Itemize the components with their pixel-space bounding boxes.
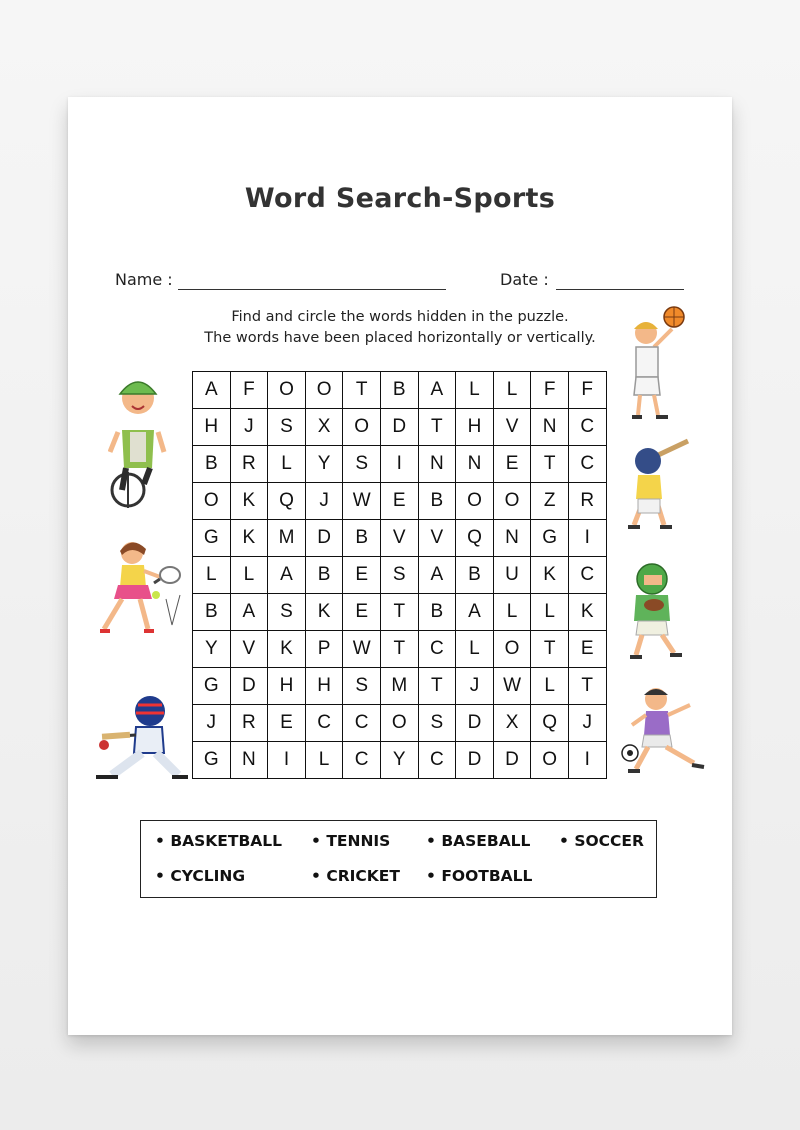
grid-row (193, 631, 607, 668)
date-label: Date : (500, 270, 549, 289)
grid-cell[interactable]: B (193, 594, 231, 631)
grid-cell[interactable]: L (493, 594, 531, 631)
grid-cell[interactable]: B (305, 557, 343, 594)
grid-cell[interactable]: G (193, 742, 231, 779)
grid-cell[interactable]: S (268, 409, 306, 446)
grid-row (193, 409, 607, 446)
grid-cell[interactable]: C (568, 409, 606, 446)
grid-row (193, 668, 607, 705)
grid-cell[interactable]: O (193, 483, 231, 520)
grid-cell[interactable]: W (343, 631, 381, 668)
grid-cell[interactable]: N (531, 409, 569, 446)
word-item: • CYCLING (155, 867, 245, 885)
grid-cell[interactable]: G (193, 668, 231, 705)
word-list-box (140, 820, 657, 898)
word-item: • FOOTBALL (426, 867, 532, 885)
grid-cell[interactable]: D (230, 668, 268, 705)
grid-cell[interactable]: S (268, 594, 306, 631)
date-line (556, 289, 684, 290)
grid-cell[interactable]: Y (305, 446, 343, 483)
grid-cell[interactable]: L (531, 594, 569, 631)
grid-cell[interactable]: E (568, 631, 606, 668)
word-item: • BASKETBALL (155, 832, 282, 850)
grid-cell[interactable]: E (343, 594, 381, 631)
grid-cell[interactable]: D (456, 742, 494, 779)
grid-cell[interactable]: F (230, 372, 268, 409)
grid-cell[interactable]: J (193, 705, 231, 742)
grid-row (193, 446, 607, 483)
instruction-line: Find and circle the words hidden in the puzzle. (231, 309, 569, 325)
grid-cell[interactable]: O (493, 483, 531, 520)
grid-cell[interactable]: O (531, 742, 569, 779)
grid-cell[interactable]: O (456, 483, 494, 520)
grid-cell[interactable]: B (456, 557, 494, 594)
grid-cell[interactable]: S (418, 705, 456, 742)
grid-cell[interactable]: B (418, 594, 456, 631)
grid-cell[interactable]: A (418, 557, 456, 594)
grid-cell[interactable]: C (305, 705, 343, 742)
grid-cell[interactable]: Q (268, 483, 306, 520)
grid-cell[interactable]: G (193, 520, 231, 557)
grid-cell[interactable]: L (456, 631, 494, 668)
grid-cell[interactable]: O (380, 705, 418, 742)
grid-cell[interactable]: K (230, 483, 268, 520)
grid-cell[interactable]: V (230, 631, 268, 668)
grid-cell[interactable]: T (568, 668, 606, 705)
grid-row (193, 520, 607, 557)
grid-cell[interactable]: L (456, 372, 494, 409)
grid-cell[interactable]: T (418, 409, 456, 446)
grid-cell[interactable]: N (418, 446, 456, 483)
grid-cell[interactable]: H (305, 668, 343, 705)
grid-cell[interactable]: I (568, 742, 606, 779)
word-search-grid (192, 371, 607, 779)
grid-cell[interactable]: E (493, 446, 531, 483)
grid-cell[interactable]: L (305, 742, 343, 779)
grid-cell[interactable]: Y (380, 742, 418, 779)
soccer-player-illustration (618, 685, 710, 781)
name-label: Name : (115, 270, 173, 289)
grid-cell[interactable]: B (418, 483, 456, 520)
grid-cell[interactable]: O (268, 372, 306, 409)
grid-cell[interactable]: Q (531, 705, 569, 742)
grid-cell[interactable]: W (493, 668, 531, 705)
grid-cell[interactable]: B (193, 446, 231, 483)
grid-cell[interactable]: A (268, 557, 306, 594)
grid-cell[interactable]: B (343, 520, 381, 557)
grid-cell[interactable]: L (493, 372, 531, 409)
grid-cell[interactable]: E (343, 557, 381, 594)
grid-cell[interactable]: O (305, 372, 343, 409)
football-player-illustration (624, 561, 694, 661)
grid-cell[interactable]: H (456, 409, 494, 446)
grid-cell[interactable]: X (305, 409, 343, 446)
name-line (178, 289, 446, 290)
tennis-player-illustration (96, 539, 186, 639)
grid-cell[interactable]: K (230, 520, 268, 557)
instruction-line: The words have been placed horizontally or vertically. (204, 330, 596, 346)
grid-cell[interactable]: L (230, 557, 268, 594)
grid-cell[interactable]: J (230, 409, 268, 446)
grid-cell[interactable]: J (305, 483, 343, 520)
grid-cell[interactable]: I (380, 446, 418, 483)
grid-cell[interactable]: J (456, 668, 494, 705)
basketball-player-illustration (628, 303, 694, 421)
grid-cell[interactable]: H (268, 668, 306, 705)
word-item: • SOCCER (559, 832, 644, 850)
grid-cell[interactable]: T (343, 372, 381, 409)
grid-cell[interactable]: Y (193, 631, 231, 668)
grid-row (193, 372, 607, 409)
word-item: • BASEBALL (426, 832, 530, 850)
grid-cell[interactable]: K (568, 594, 606, 631)
grid-cell[interactable]: A (418, 372, 456, 409)
grid-cell[interactable]: E (268, 705, 306, 742)
grid-cell[interactable]: F (568, 372, 606, 409)
grid-cell[interactable]: P (305, 631, 343, 668)
grid-cell[interactable]: J (568, 705, 606, 742)
grid-cell[interactable]: N (456, 446, 494, 483)
grid-cell[interactable]: H (193, 409, 231, 446)
page-title: Word Search-Sports (244, 183, 556, 214)
grid-cell[interactable]: C (418, 742, 456, 779)
grid-cell[interactable]: C (568, 446, 606, 483)
grid-cell[interactable]: V (418, 520, 456, 557)
cricket-batsman-illustration (92, 693, 192, 783)
grid-cell[interactable]: N (230, 742, 268, 779)
grid-cell[interactable]: D (380, 409, 418, 446)
word-item: • CRICKET (311, 867, 400, 885)
grid-cell[interactable]: B (380, 372, 418, 409)
grid-cell[interactable]: Z (531, 483, 569, 520)
grid-cell[interactable]: W (343, 483, 381, 520)
grid-cell[interactable]: R (230, 446, 268, 483)
grid-cell[interactable]: K (305, 594, 343, 631)
cyclist-illustration (108, 372, 168, 512)
grid-cell[interactable]: V (380, 520, 418, 557)
grid-cell[interactable]: S (343, 668, 381, 705)
grid-cell[interactable]: R (230, 705, 268, 742)
grid-cell[interactable]: O (343, 409, 381, 446)
grid-row (193, 594, 607, 631)
grid-cell[interactable]: T (531, 631, 569, 668)
baseball-batter-illustration (624, 437, 694, 537)
grid-cell[interactable]: O (493, 631, 531, 668)
grid-cell[interactable]: G (531, 520, 569, 557)
grid-cell[interactable]: Q (456, 520, 494, 557)
grid-cell[interactable]: K (531, 557, 569, 594)
grid-cell[interactable]: V (493, 409, 531, 446)
grid-cell[interactable]: D (305, 520, 343, 557)
grid-cell[interactable]: F (531, 372, 569, 409)
grid-cell[interactable]: T (380, 594, 418, 631)
grid-cell[interactable]: E (380, 483, 418, 520)
grid-cell[interactable]: X (493, 705, 531, 742)
grid-cell[interactable]: M (268, 520, 306, 557)
grid-cell[interactable]: I (568, 520, 606, 557)
grid-cell[interactable]: S (343, 446, 381, 483)
grid-cell[interactable]: K (268, 631, 306, 668)
grid-cell[interactable]: I (268, 742, 306, 779)
grid-cell[interactable]: U (493, 557, 531, 594)
grid-cell[interactable]: D (493, 742, 531, 779)
grid-cell[interactable]: T (380, 631, 418, 668)
grid-cell[interactable]: D (456, 705, 494, 742)
grid-cell[interactable]: A (193, 372, 231, 409)
worksheet-page (68, 97, 732, 1035)
grid-cell[interactable]: L (268, 446, 306, 483)
grid-cell[interactable]: A (230, 594, 268, 631)
grid-row (193, 557, 607, 594)
grid-cell[interactable]: C (568, 557, 606, 594)
grid-cell[interactable]: C (343, 705, 381, 742)
grid-cell[interactable]: L (531, 668, 569, 705)
grid-cell[interactable]: T (418, 668, 456, 705)
grid-cell[interactable]: N (493, 520, 531, 557)
grid-row (193, 742, 607, 779)
grid-cell[interactable]: T (531, 446, 569, 483)
grid-cell[interactable]: M (380, 668, 418, 705)
grid-row (193, 705, 607, 742)
grid-cell[interactable]: R (568, 483, 606, 520)
grid-cell[interactable]: C (418, 631, 456, 668)
grid-cell[interactable]: S (380, 557, 418, 594)
grid-row (193, 483, 607, 520)
grid-cell[interactable]: A (456, 594, 494, 631)
grid-cell[interactable]: C (343, 742, 381, 779)
grid-cell[interactable]: L (193, 557, 231, 594)
word-item: • TENNIS (311, 832, 390, 850)
